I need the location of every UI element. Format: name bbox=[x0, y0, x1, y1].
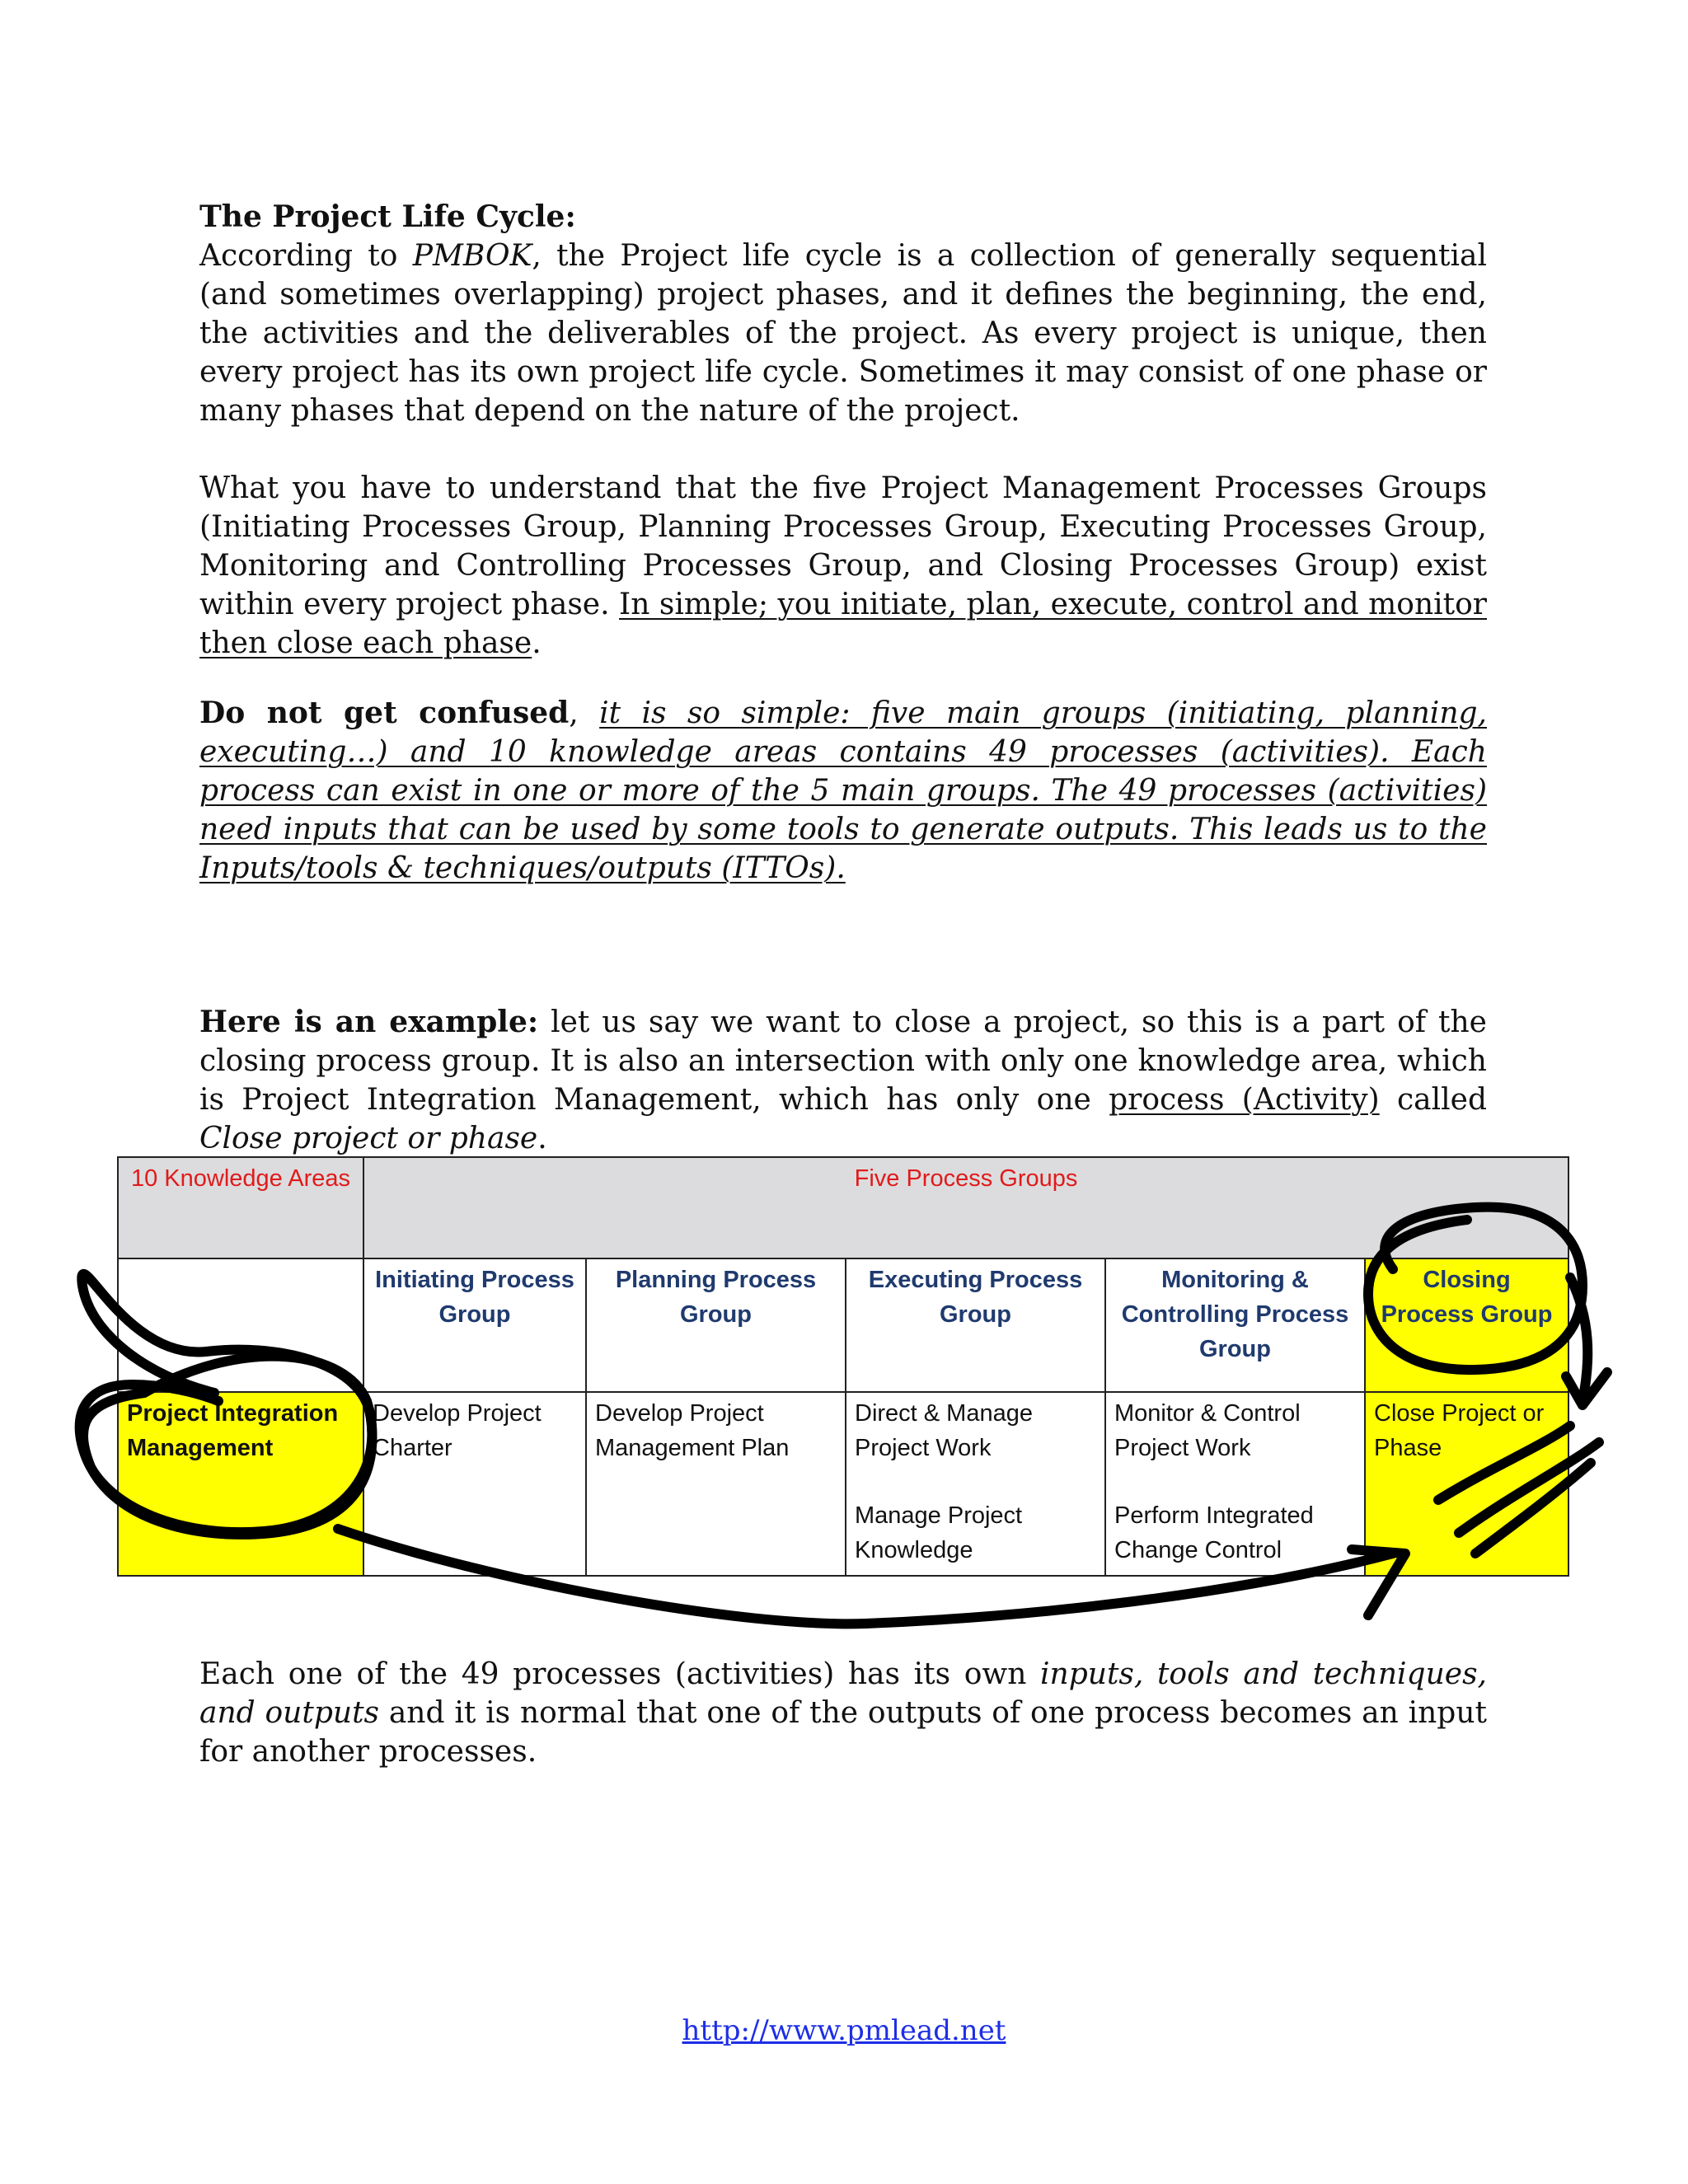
section-heading: The Project Life Cycle: bbox=[199, 199, 576, 234]
group-closing: Closing Process Group bbox=[1365, 1258, 1568, 1392]
text: , the Project life cycle is a collection of generally sequential (and sometimes overlapping) project phases, and it defines the beginning, the end, the activities and the deliverables of the project. As every project is unique, then every project has its own project life cycle. Sometimes it may consist of one phase or many phases that depend on the nature of the project. bbox=[199, 239, 1487, 428]
text: and it is normal that one of the outputs of one process becomes an input for another processes. bbox=[199, 1696, 1487, 1769]
italic-underlined-explanation: it is so simple: five main groups (initiating, planning, executing…) and 10 knowledge areas contains 49 processes (activities). Each process can exist in one or more of the 5 main groups. The 49 processes (activities) need inputs that can be used by some tools to generate outputs. This leads us to the Inputs/tools & techniques/outputs (ITTOs). bbox=[199, 696, 1487, 885]
underlined-term: process (Activity) bbox=[1109, 1083, 1380, 1117]
arrow-down-closing bbox=[1570, 1277, 1587, 1401]
paragraph-example bbox=[199, 1003, 1487, 1158]
group-monitoring: Monitoring & Controlling Process Group bbox=[1105, 1258, 1365, 1392]
empty-cell bbox=[118, 1258, 363, 1392]
paragraph-ittos bbox=[199, 1655, 1487, 1771]
process-item: Close Project or Phase bbox=[1374, 1400, 1545, 1462]
text: Each one of the 49 processes (activities) has its own bbox=[199, 1657, 1041, 1691]
underlined-summary: In simple; you initiate, plan, execute, control and monitor then close each phase bbox=[199, 588, 1488, 660]
process-item: Manage Project Knowledge bbox=[855, 1502, 1023, 1564]
italic-term: Close project or phase bbox=[199, 1122, 538, 1155]
knowledge-area-integration: Project Integration Management bbox=[118, 1392, 363, 1576]
text: let us say we want to close a project, so this is a part of the closing process group. It is also an intersection with only one knowledge area, which is Project Integration Management, which has only one bbox=[199, 1005, 1487, 1117]
cell-monitoring bbox=[1105, 1392, 1365, 1576]
cell-planning bbox=[586, 1392, 846, 1576]
text: . bbox=[532, 626, 542, 660]
process-item: Perform Integrated Change Control bbox=[1114, 1502, 1314, 1564]
table-header-row bbox=[118, 1157, 1568, 1258]
group-executing: Executing Process Group bbox=[846, 1258, 1105, 1392]
table-row bbox=[118, 1392, 1568, 1576]
paragraph-do-not-confuse bbox=[199, 694, 1487, 888]
italic-term: inputs, tools and techniques, and outputs bbox=[199, 1657, 1487, 1730]
arrow-down-head bbox=[1566, 1372, 1607, 1405]
pmbok-term: PMBOK bbox=[412, 239, 532, 273]
bold-lead: Here is an example: bbox=[199, 1005, 539, 1039]
group-planning: Planning Process Group bbox=[586, 1258, 846, 1392]
process-item: Monitor & Control Project Work bbox=[1114, 1400, 1301, 1462]
process-item: Direct & Manage Project Work bbox=[855, 1400, 1033, 1462]
paragraph-life-cycle bbox=[199, 237, 1487, 430]
paragraph-process-groups bbox=[199, 469, 1487, 663]
text: , bbox=[569, 696, 600, 730]
process-item: Develop Project Management Plan bbox=[595, 1400, 790, 1462]
cell-executing bbox=[846, 1392, 1105, 1576]
process-groups-header: Five Process Groups bbox=[363, 1157, 1568, 1258]
process-groups-table bbox=[117, 1156, 1569, 1577]
text: What you have to understand that the five Project Management Processes Groups (Initiating Processes Group, Planning Processes Group, Executing Processes Group, Monitoring and Controlling Processes Group, and Closing Processes Group) exist within every project phase. bbox=[199, 471, 1487, 621]
group-initiating: Initiating Process Group bbox=[363, 1258, 586, 1392]
knowledge-areas-header: 10 Knowledge Areas bbox=[118, 1157, 363, 1258]
cell-initiating bbox=[363, 1392, 586, 1576]
cell-closing bbox=[1365, 1392, 1568, 1576]
footer-link[interactable]: http://www.pmlead.net bbox=[682, 2014, 1006, 2047]
text: According to bbox=[199, 239, 413, 273]
process-group-row bbox=[118, 1258, 1568, 1392]
bold-lead: Do not get confused bbox=[199, 696, 570, 730]
text: . bbox=[537, 1122, 547, 1155]
text: called bbox=[1379, 1083, 1487, 1117]
process-item: Develop Project Charter bbox=[373, 1400, 542, 1462]
